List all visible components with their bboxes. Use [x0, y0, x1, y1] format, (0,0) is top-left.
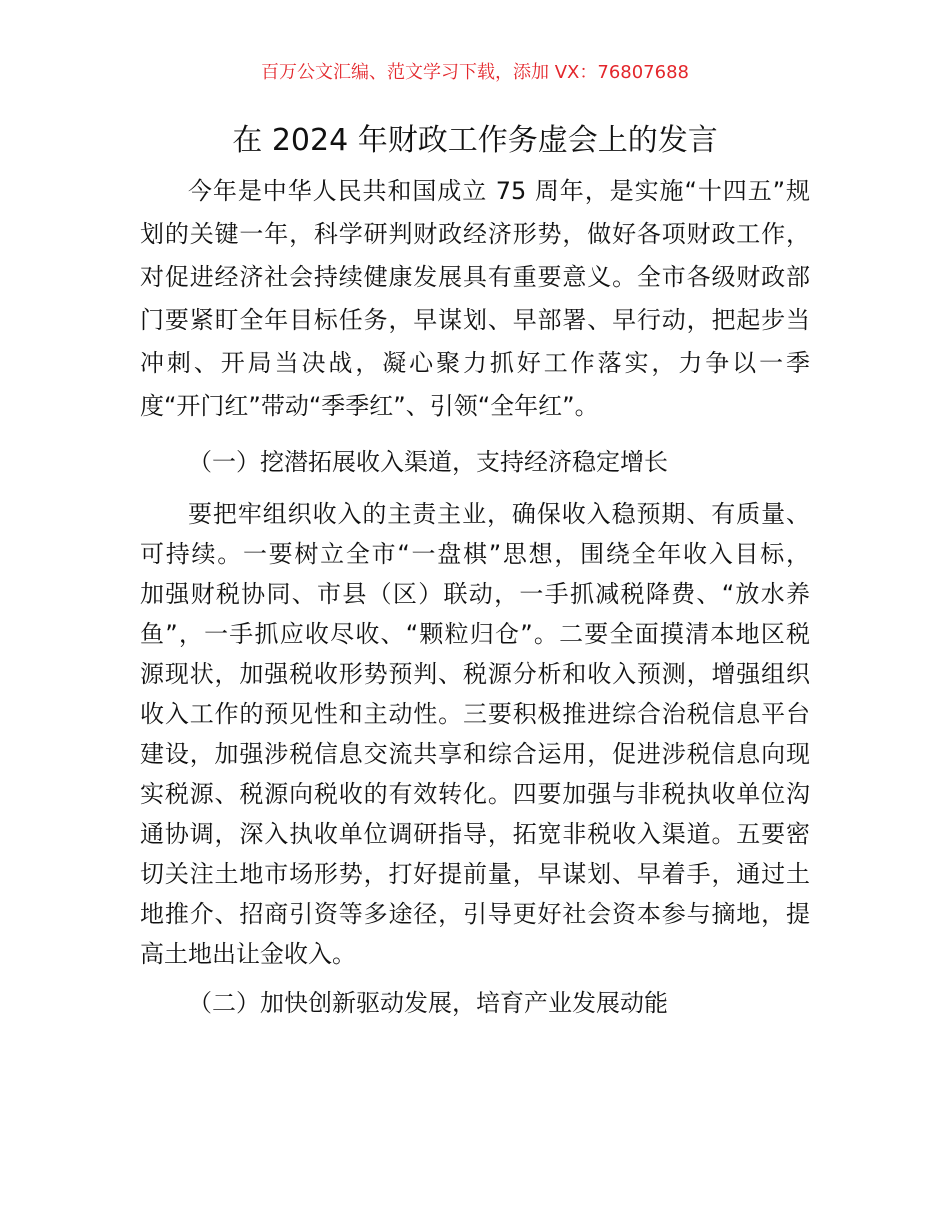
- text-line: 收入工作的预见性和主动性。三要积极推进综合治税信息平台: [140, 700, 810, 728]
- text-line: 地推介、招商引资等多途径，引导更好社会资本参与摘地，提: [140, 900, 810, 928]
- text-line: 源现状，加强税收形势预判、税源分析和收入预测，增强组织: [140, 660, 810, 688]
- text-line: 实税源、税源向税收的有效转化。四要加强与非税执收单位沟: [140, 780, 810, 808]
- paragraph-1: [140, 170, 810, 428]
- watermark-banner: 百万公文汇编、范文学习下载，添加 VX：76807688: [261, 62, 689, 83]
- text-line: 加强财税协同、市县（区）联动，一手抓减税降费、“放水养: [140, 580, 810, 608]
- text-line: 今年是中华人民共和国成立 75 周年，是实施“十四五”规: [188, 177, 810, 205]
- text-line: 高土地出让金收入。: [140, 940, 356, 968]
- document-title: 在 2024 年财政工作务虚会上的发言: [232, 123, 718, 158]
- text-line: 切关注土地市场形势，打好提前量，早谋划、早着手，通过土: [140, 860, 810, 888]
- paragraph-2: [140, 494, 810, 974]
- text-line: 建设，加强涉税信息交流共享和综合运用，促进涉税信息向现: [140, 740, 810, 768]
- text-line: 冲刺、开局当决战，凝心聚力抓好工作落实，力争以一季: [140, 349, 810, 377]
- text-line: 划的关键一年，科学研判财政经济形势，做好各项财政工作，: [140, 220, 810, 248]
- text-line: 要把牢组织收入的主责主业，确保收入稳预期、有质量、: [188, 500, 810, 528]
- text-line: 鱼”，一手抓应收尽收、“颗粒归仓”。二要全面摸清本地区税: [140, 620, 810, 648]
- section-heading-2: （二）加快创新驱动发展，培育产业发展动能: [188, 989, 668, 1017]
- text-line: 对促进经济社会持续健康发展具有重要意义。全市各级财政部: [140, 263, 810, 291]
- text-line: 通协调，深入执收单位调研指导，拓宽非税收入渠道。五要密: [140, 820, 810, 848]
- text-line: 可持续。一要树立全市“一盘棋”思想，围绕全年收入目标，: [140, 540, 810, 568]
- text-line: 门要紧盯全年目标任务，早谋划、早部署、早行动，把起步当: [140, 306, 810, 334]
- text-line: 度“开门红”带动“季季红”、引领“全年红”。: [140, 392, 599, 420]
- section-heading-1: （一）挖潜拓展收入渠道，支持经济稳定增长: [188, 448, 668, 476]
